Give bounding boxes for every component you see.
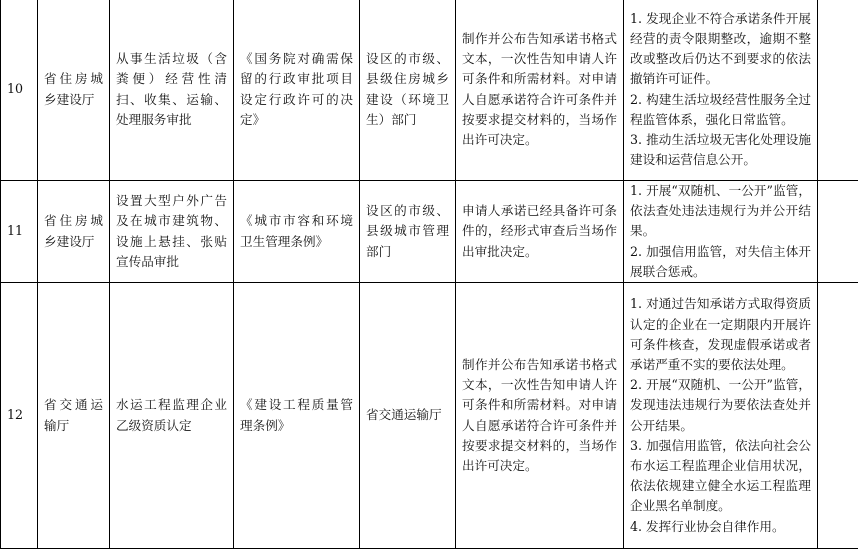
measure-item: 2. 开展“双随机、一公开”监管，发现违法违规行为要依法查处并公开结果。	[630, 377, 811, 433]
reform-method-cell: 制作并公布告知承诺书格式文本，一次性告知申请人许可条件和所需材料。对申请人自愿承诺符合许可条件并按要求提交材料的，当场作出许可决定。	[456, 0, 624, 181]
department-cell: 省住房城乡建设厅	[38, 0, 110, 181]
department-cell: 省交通运输厅	[38, 283, 110, 549]
authority-cell: 设区的市级、县级住房城乡建设（环境卫生）部门	[360, 0, 456, 181]
legal-basis-cell: 《建设工程质量管理条例》	[234, 283, 360, 549]
row-number: 12	[1, 283, 38, 549]
reform-method-cell: 申请人承诺已经具备许可条件的，经形式审查后当场作出审批决定。	[456, 181, 624, 283]
note-cell	[818, 0, 858, 181]
measure-item: 1. 发现企业不符合承诺条件开展经营的责令限期整改，逾期不整改或整改后仍达不到要求的依法撤销许可证件。	[630, 10, 811, 87]
table-row	[1, 181, 858, 283]
supervision-measures-cell	[624, 181, 818, 283]
measure-item: 2. 构建生活垃圾经营性服务全过程监管体系，强化日常监管。	[630, 91, 811, 127]
legal-basis-cell: 《国务院对确需保留的行政审批项目设定行政许可的决定》	[234, 0, 360, 181]
measure-item: 3. 加强信用监管，依法向社会公布水运工程监理企业信用状况，依法依规建立健全水运工程监理企业黑名单制度。	[630, 437, 811, 514]
table-row	[1, 0, 858, 181]
legal-basis-cell: 《城市市容和环境卫生管理条例》	[234, 181, 360, 283]
authority-cell: 省交通运输厅	[360, 283, 456, 549]
reform-method-cell: 制作并公布告知承诺书格式文本，一次性告知申请人许可条件和所需材料。对申请人自愿承诺符合许可条件并按要求提交材料的，当场作出许可决定。	[456, 283, 624, 549]
row-number: 10	[1, 0, 38, 181]
measure-item: 3. 推动生活垃圾无害化处理设施建设和运营信息公开。	[630, 131, 811, 168]
approval-item-cell: 从事生活垃圾（含粪便）经营性清扫、收集、运输、处理服务审批	[110, 0, 234, 181]
note-cell	[818, 181, 858, 283]
note-cell	[818, 283, 858, 549]
measure-item: 4. 发挥行业协会自律作用。	[630, 518, 785, 534]
row-number: 11	[1, 181, 38, 283]
approval-item-cell: 设置大型户外广告及在城市建筑物、设施上悬挂、张贴宣传品审批	[110, 181, 234, 283]
authority-cell: 设区的市级、县级城市管理部门	[360, 181, 456, 283]
approval-item-cell: 水运工程监理企业乙级资质认定	[110, 283, 234, 549]
measure-item: 1. 开展“双随机、一公开”监管，依法查处违法违规行为并公开结果。	[630, 183, 811, 239]
table-row	[1, 283, 858, 549]
department-cell: 省住房城乡建设厅	[38, 181, 110, 283]
supervision-measures-cell	[624, 283, 818, 549]
measure-item: 2. 加强信用监管，对失信主体开展联合惩戒。	[630, 243, 811, 279]
supervision-measures-cell	[624, 0, 818, 181]
measure-item: 1. 对通过告知承诺方式取得资质认定的企业在一定期限内开展许可条件核查，发现虚假承诺或者承诺严重不实的要依法处理。	[630, 296, 811, 372]
